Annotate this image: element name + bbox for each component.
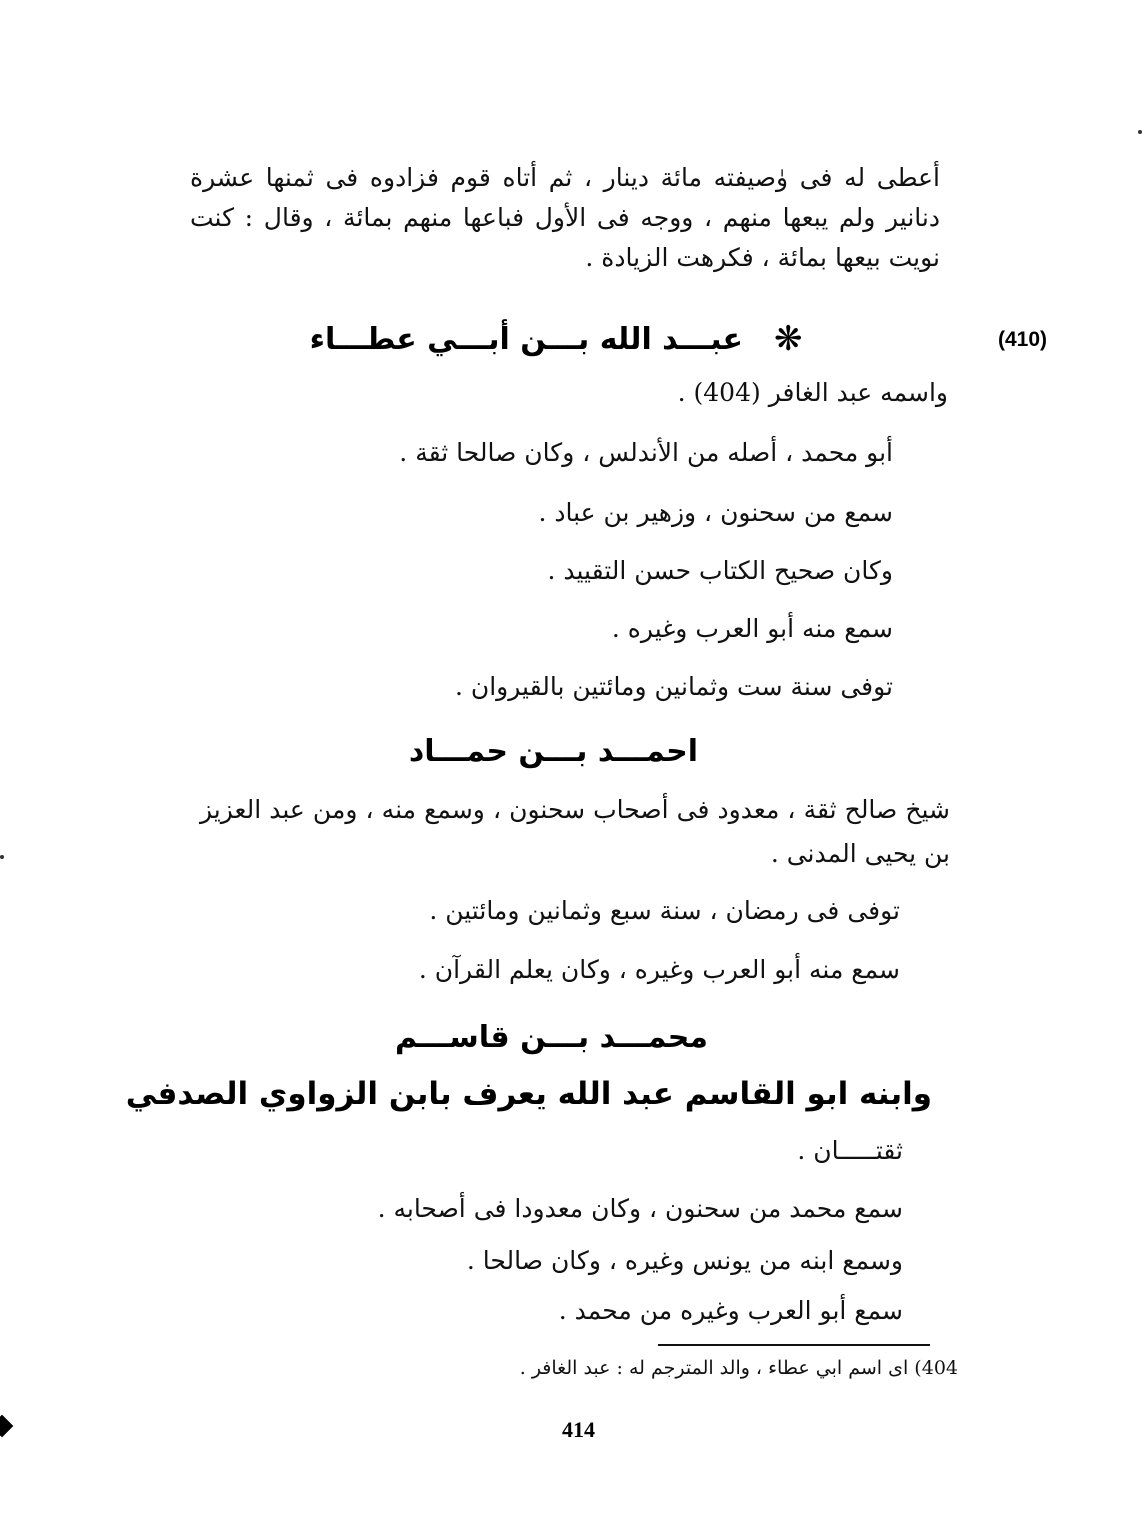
intro-paragraph: أعطى له فى وٰصيفته مائة دينار ، ثم أتاه قوم فزادوه فى ثمنها عشرة دنانير ولم يبعها منهم ، ووجه فى الأول فباعها منهم بمائة ، وقال : كنت نويت بيعها بمائة ، فكرهت الزيادة .: [190, 163, 940, 272]
entry-line: سمع أبو العرب وغيره من محمد .: [558, 1296, 903, 1325]
page-number: 414: [562, 1417, 595, 1442]
entry-number: (410): [998, 328, 1048, 351]
entry-line: توفى فى رمضان ، سنة سبع وثمانين ومائتين .: [429, 896, 900, 925]
entry-line: وسمع ابنه من يونس وغيره ، وكان صالحا .: [466, 1246, 903, 1275]
scan-mark: [0, 1415, 13, 1438]
scan-speck: [0, 855, 4, 859]
entry-line: ثقتـــــان .: [797, 1136, 903, 1165]
entry-line: سمع منه أبو العرب وغيره ، وكان يعلم القرآن .: [418, 955, 900, 984]
scan-speck: [1138, 130, 1142, 134]
entry-line: سمع من سحنون ، وزهير بن عباد .: [538, 498, 893, 527]
entry-line: سمع منه أبو العرب وغيره .: [611, 614, 893, 643]
entry-heading-muhammad: محمـــد بـــن قاســـم: [394, 1020, 708, 1055]
entry-line: واسمه عبد الغافر (404) .: [677, 378, 948, 407]
footnote-rule: [658, 1344, 930, 1346]
entry-paragraph: شيخ صالح ثقة ، معدود فى أصحاب سحنون ، وسمع منه ، ومن عبد العزيز بن يحيى المدنى .: [200, 795, 950, 868]
entry-heading-abdallah: عبـــد الله بـــن أبـــي عطـــاء: [309, 322, 743, 357]
entry-line: وكان صحيح الكتاب حسن التقييد .: [547, 556, 893, 585]
star-ornament-icon: ❋: [774, 319, 803, 359]
entry-line: أبو محمد ، أصله من الأندلس ، وكان صالحا ثقة .: [399, 438, 893, 467]
entry-heading-ahmad: احمـــد بـــن حمـــاد: [408, 734, 698, 769]
entry-line: توفى سنة ست وثمانين ومائتين بالقيروان .: [454, 672, 893, 701]
footnote-text: 404) اى اسم ابي عطاء ، والد المترجم له : عبد الغافر .: [519, 1357, 958, 1379]
entry-subheading: وابنه ابو القاسم عبد الله يعرف بابن الزواوي الصدفي: [125, 1076, 932, 1112]
entry-line: سمع محمد من سحنون ، وكان معدودا فى أصحابه .: [377, 1194, 903, 1223]
